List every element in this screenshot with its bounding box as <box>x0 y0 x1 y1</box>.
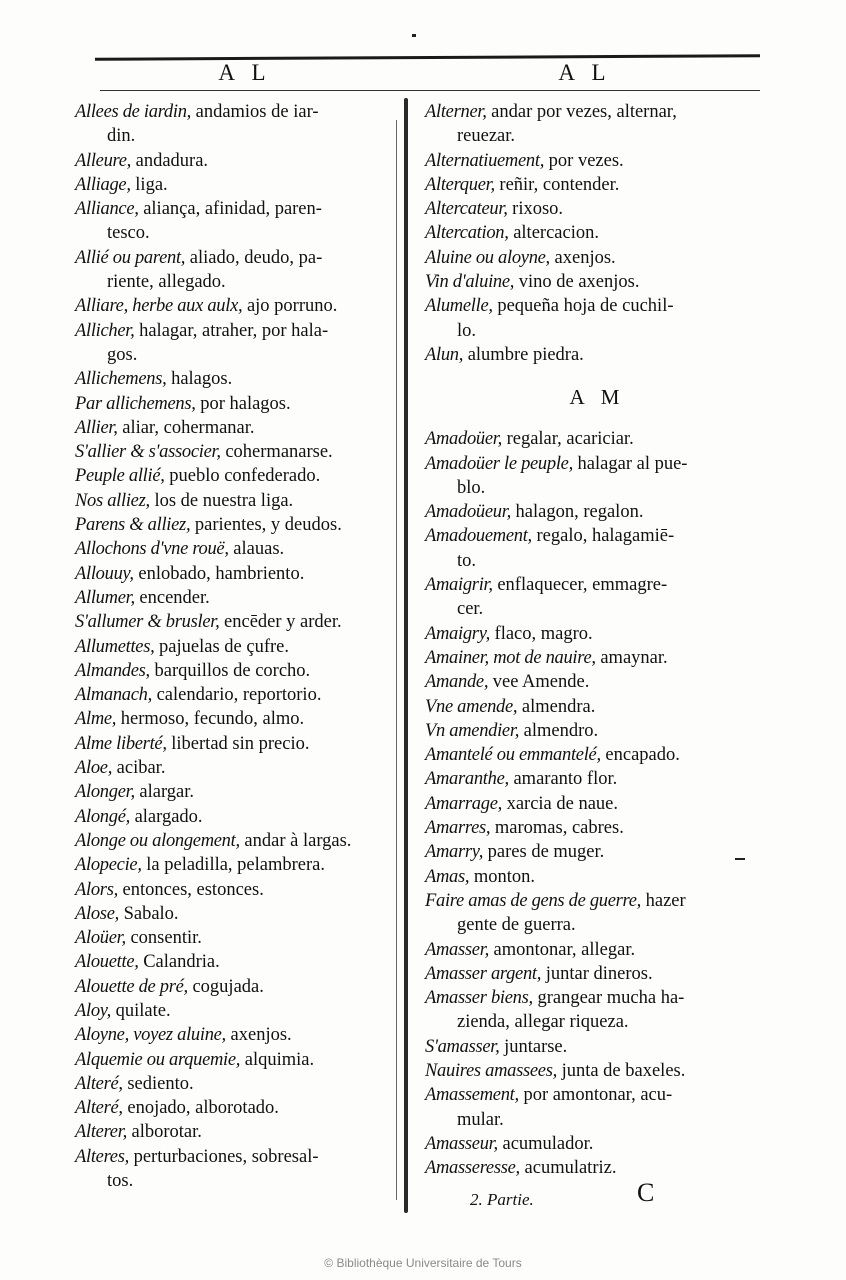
entry-translation: barquillos de corcho. <box>149 660 311 681</box>
entry-translation: libertad sin precio. <box>166 733 310 754</box>
entry-translation: pares de muger. <box>483 842 605 863</box>
entry-translation: los de nuestra liga. <box>149 490 294 511</box>
dictionary-entry-line <box>75 270 393 294</box>
entry-translation: amontonar, allegar. <box>488 939 636 960</box>
entry-headword: Allié ou parent, <box>75 247 186 268</box>
entry-headword: Amasseresse, <box>425 1158 520 1179</box>
entry-translation: monton. <box>469 866 536 887</box>
entry-headword: Alteré, <box>75 1073 123 1094</box>
entry-headword: Vin d'aluine, <box>425 272 515 293</box>
dictionary-entry-line <box>75 950 393 974</box>
dictionary-entry-line <box>75 902 393 926</box>
entry-translation: gente de guerra. <box>457 915 576 936</box>
entry-headword: Amadoüer, <box>425 429 502 450</box>
dictionary-entry-line <box>425 1132 770 1156</box>
entry-translation: regalar, acariciar. <box>501 429 634 450</box>
entry-translation: la peladilla, pelambrera. <box>141 855 326 876</box>
entry-headword: Amaigry, <box>425 623 490 644</box>
entry-headword: Vne amende, <box>425 696 518 717</box>
dictionary-entry-line <box>425 670 770 694</box>
entry-headword: Amantelé ou emmantelé, <box>425 745 601 766</box>
dictionary-entry-line <box>425 767 770 791</box>
entry-translation: alargar. <box>134 782 195 803</box>
dictionary-entry-line <box>75 392 393 416</box>
entry-headword: Allumer, <box>75 587 135 608</box>
entry-translation: calendario, reportorio. <box>151 685 322 706</box>
entry-headword: Almanach, <box>75 685 152 706</box>
entry-translation: enojado, alborotado. <box>122 1098 279 1119</box>
entry-headword: Alleure, <box>75 150 131 171</box>
entry-translation: vino de axenjos. <box>514 272 640 293</box>
entry-headword: Alongé, <box>75 806 130 827</box>
entry-translation: almendro. <box>519 720 599 741</box>
dictionary-entry-line <box>75 489 393 513</box>
right-column <box>425 100 770 1180</box>
dictionary-entry-line <box>425 792 770 816</box>
entry-translation: alumbre piedra. <box>463 344 584 365</box>
dictionary-entry-line <box>75 999 393 1023</box>
entry-headword: Amadoüeur, <box>425 502 511 523</box>
dictionary-entry-line <box>425 1156 770 1180</box>
entry-headword: Aloe, <box>75 758 113 779</box>
left-column <box>75 100 393 1193</box>
entry-headword: Alteré, <box>75 1098 123 1119</box>
entry-translation: flaco, magro. <box>489 623 593 644</box>
dictionary-entry-line <box>75 319 393 343</box>
entry-headword: Alterner, <box>425 102 487 122</box>
dictionary-entry-line <box>425 573 770 597</box>
dictionary-entry-line <box>425 149 770 173</box>
entry-headword: Allees de iardin, <box>75 102 191 122</box>
entry-headword: Allumettes, <box>75 636 155 657</box>
entry-translation: juntarse. <box>499 1036 568 1057</box>
entry-translation: alargado. <box>129 806 203 827</box>
dictionary-entry-line <box>425 319 770 343</box>
head-underline <box>100 90 760 91</box>
entry-headword: S'amasser, <box>425 1036 500 1057</box>
entry-translation: pueblo confederado. <box>164 466 321 487</box>
entry-headword: Alun, <box>425 344 464 365</box>
entry-translation: axenjos. <box>549 247 616 268</box>
entry-translation: alborotar. <box>126 1122 202 1143</box>
dictionary-entry-line <box>425 597 770 621</box>
dictionary-entry-line <box>75 221 393 245</box>
entry-translation: amaranto flor. <box>508 769 618 790</box>
dictionary-entry-line <box>425 1059 770 1083</box>
entry-translation: por amontonar, acu- <box>518 1085 673 1106</box>
entry-translation: andadura. <box>131 150 209 171</box>
entry-headword: Peuple allié, <box>75 466 165 487</box>
entry-headword: Amasser biens, <box>425 988 533 1009</box>
entry-headword: Alterer, <box>75 1122 127 1143</box>
entry-headword: S'allier & s'associer, <box>75 442 221 463</box>
entry-translation: enlobado, hambriento. <box>133 563 305 584</box>
entry-translation: acumulador. <box>497 1133 594 1154</box>
entry-translation: reuezar. <box>457 126 516 147</box>
dictionary-entry-line <box>425 743 770 767</box>
entry-headword: Amande, <box>425 672 489 693</box>
entry-headword: Allier, <box>75 417 118 438</box>
dictionary-entry-line <box>75 805 393 829</box>
entry-headword: Vn amendier, <box>425 720 520 741</box>
dictionary-entry-line <box>425 889 770 913</box>
entry-translation: halagar al pue- <box>572 453 688 474</box>
entry-headword: Amarrage, <box>425 793 502 814</box>
dictionary-entry-line <box>75 1048 393 1072</box>
dictionary-entry-line <box>425 173 770 197</box>
entry-translation: por vezes. <box>544 150 624 171</box>
entry-translation: almendra. <box>517 696 596 717</box>
dictionary-entry-line <box>75 173 393 197</box>
entry-translation: gos. <box>107 344 138 365</box>
copyright-notice: © Bibliothèque Universitaire de Tours <box>324 1256 522 1270</box>
entry-headword: Nos alliez, <box>75 490 150 511</box>
entry-translation: enflaquecer, emmagre- <box>492 575 668 596</box>
dictionary-entry-line <box>75 416 393 440</box>
entry-translation: Sabalo. <box>118 903 179 924</box>
entry-headword: Alliance, <box>75 199 139 220</box>
entry-headword: Alteres, <box>75 1146 129 1167</box>
entry-headword: Nauires amassees, <box>425 1060 557 1081</box>
entry-translation: cer. <box>457 599 484 620</box>
dictionary-entry-line <box>425 100 770 124</box>
entry-headword: Alquemie ou arquemie, <box>75 1049 241 1070</box>
dictionary-entry-line <box>425 986 770 1010</box>
dictionary-entry-line <box>425 1035 770 1059</box>
entry-translation: halagos. <box>166 369 233 390</box>
ink-speck <box>735 858 745 860</box>
dictionary-entry-line <box>75 975 393 999</box>
entry-translation: andar à largas. <box>239 830 352 851</box>
entry-headword: Par allichemens, <box>75 393 196 414</box>
ink-speck <box>412 34 416 37</box>
entry-headword: Amassement, <box>425 1085 519 1106</box>
dictionary-entry-line <box>75 659 393 683</box>
entry-translation: lo. <box>457 320 477 341</box>
dictionary-entry-line <box>75 586 393 610</box>
entry-translation: junta de baxeles. <box>556 1060 686 1081</box>
dictionary-entry-line <box>425 343 770 367</box>
entry-translation: pequeña hoja de cuchil- <box>492 296 674 317</box>
dictionary-entry-line <box>425 962 770 986</box>
dictionary-entry-line <box>75 246 393 270</box>
entry-headword: Parens & alliez, <box>75 515 191 536</box>
entry-headword: Amainer, mot de nauire, <box>425 647 596 668</box>
dictionary-entry-line <box>75 610 393 634</box>
entry-translation: andar por vezes, alternar, <box>486 102 677 122</box>
entry-translation: mular. <box>457 1109 504 1130</box>
dictionary-entry-line <box>75 197 393 221</box>
dictionary-entry-line <box>425 246 770 270</box>
dictionary-entry-line <box>425 294 770 318</box>
entry-translation: pajuelas de çufre. <box>154 636 289 657</box>
entry-translation: cohermanarse. <box>220 442 333 463</box>
entry-headword: Amasser argent, <box>425 963 542 984</box>
entry-translation: liga. <box>130 174 168 195</box>
dictionary-entry-line <box>75 732 393 756</box>
dictionary-entry-line <box>425 270 770 294</box>
dictionary-entry-line <box>75 294 393 318</box>
dictionary-entry-line <box>425 622 770 646</box>
signature-mark: 2. Partie. <box>470 1190 534 1209</box>
dictionary-entry-line <box>75 1169 393 1193</box>
entry-headword: Amaigrir, <box>425 575 493 596</box>
entry-translation: quilate. <box>111 1000 171 1021</box>
entry-headword: Allicher, <box>75 320 135 341</box>
entry-translation: consentir. <box>125 928 202 949</box>
dictionary-entry-line <box>425 1108 770 1132</box>
entry-translation: regalo, halagamiē- <box>531 526 675 547</box>
dictionary-entry-line <box>425 197 770 221</box>
dictionary-entry-line <box>425 476 770 500</box>
running-head-right: A L <box>558 60 612 85</box>
entry-headword: Altercateur, <box>425 199 508 220</box>
entry-translation: zienda, allegar riqueza. <box>457 1012 629 1033</box>
column-divider-thin <box>396 120 397 1200</box>
entry-translation: encender. <box>134 587 210 608</box>
entry-translation: grangear mucha ha- <box>532 988 685 1009</box>
entry-translation: hermoso, fecundo, almo. <box>116 709 305 730</box>
dictionary-entry-line <box>75 124 393 148</box>
dictionary-entry-line <box>75 829 393 853</box>
entry-headword: Alors, <box>75 879 118 900</box>
entry-headword: Amasseur, <box>425 1133 498 1154</box>
entry-headword: Alliare, herbe aux aulx, <box>75 296 243 317</box>
dictionary-entry-line <box>75 1023 393 1047</box>
entry-headword: Aloüer, <box>75 928 126 949</box>
entry-headword: Alopecie, <box>75 855 142 876</box>
entry-translation: altercacion. <box>508 223 599 244</box>
entry-translation: alauas. <box>228 539 285 560</box>
dictionary-entry-line <box>75 756 393 780</box>
entry-translation: alquimia. <box>240 1049 315 1070</box>
entry-translation: cogujada. <box>187 976 264 997</box>
dictionary-entry-line <box>425 816 770 840</box>
dictionary-entry-line <box>425 913 770 937</box>
dictionary-entry-line <box>425 719 770 743</box>
dictionary-entry-line <box>425 840 770 864</box>
dictionary-entry-line <box>425 124 770 148</box>
entry-headword: Faire amas de gens de guerre, <box>425 890 641 911</box>
entry-translation: entonces, estonces. <box>117 879 264 900</box>
entry-headword: Alouette, <box>75 952 139 973</box>
entry-headword: Amasser, <box>425 939 489 960</box>
entry-headword: Aluine ou aloyne, <box>425 247 550 268</box>
entry-headword: Aloy, <box>75 1000 112 1021</box>
dictionary-entry-line <box>75 1120 393 1144</box>
dictionary-entry-line <box>75 853 393 877</box>
dictionary-entry-line <box>75 780 393 804</box>
entry-headword: Allouuy, <box>75 563 134 584</box>
dictionary-entry-line <box>75 149 393 173</box>
entry-headword: Alliage, <box>75 174 131 195</box>
dictionary-entry-line <box>75 1096 393 1120</box>
dictionary-entry-line <box>425 938 770 962</box>
entry-translation: sediento. <box>122 1073 194 1094</box>
entry-headword: Alonger, <box>75 782 135 803</box>
entry-translation: hazer <box>641 890 686 911</box>
dictionary-entry-line <box>75 513 393 537</box>
gathering-letter: C <box>637 1178 655 1207</box>
entry-headword: Allochons d'vne rouë, <box>75 539 229 560</box>
entry-translation: aliado, deudo, pa- <box>185 247 323 268</box>
dictionary-entry-line <box>425 549 770 573</box>
dictionary-entry-line <box>425 646 770 670</box>
dictionary-entry-line <box>75 926 393 950</box>
right-column-al-entries <box>425 100 770 367</box>
column-divider <box>404 98 408 1213</box>
dictionary-entry-line <box>75 562 393 586</box>
entry-translation: perturbaciones, sobresal- <box>128 1146 319 1167</box>
dictionary-entry-line <box>75 1072 393 1096</box>
entry-translation: aliar, cohermanar. <box>117 417 255 438</box>
entry-translation: vee Amende. <box>488 672 590 693</box>
dictionary-entry-line <box>75 343 393 367</box>
entry-translation: ajo porruno. <box>242 296 338 317</box>
entry-headword: Amadoüer le peuple, <box>425 453 573 474</box>
entry-headword: Alterquer, <box>425 174 495 195</box>
entry-headword: Alme liberté, <box>75 733 167 754</box>
dictionary-entry-line <box>75 464 393 488</box>
entry-translation: xarcia de naue. <box>501 793 619 814</box>
entry-headword: Alonge ou alongement, <box>75 830 240 851</box>
dictionary-entry-line <box>75 707 393 731</box>
entry-translation: maromas, cabres. <box>490 818 624 839</box>
entry-translation: encapado. <box>600 745 680 766</box>
entry-translation: tesco. <box>107 223 150 244</box>
entry-headword: Amarres, <box>425 818 491 839</box>
entry-translation: andamios de iar- <box>190 102 319 122</box>
right-column-am-entries <box>425 427 770 1180</box>
entry-translation: acumulatriz. <box>519 1158 617 1179</box>
entry-headword: Alternatiuement, <box>425 150 545 171</box>
entry-headword: Amadouement, <box>425 526 532 547</box>
entry-translation: blo. <box>457 477 486 498</box>
entry-headword: Alme, <box>75 709 117 730</box>
entry-translation: tos. <box>107 1171 134 1192</box>
entry-headword: Amaranthe, <box>425 769 509 790</box>
dictionary-entry-line <box>425 1010 770 1034</box>
entry-translation: halagon, regalon. <box>510 502 644 523</box>
entry-headword: Allichemens, <box>75 369 167 390</box>
entry-headword: Altercation, <box>425 223 509 244</box>
section-heading-am: A M <box>569 385 626 410</box>
entry-translation: encēder y arder. <box>219 612 342 633</box>
dictionary-entry-line <box>425 427 770 451</box>
entry-headword: Alouette de pré, <box>75 976 188 997</box>
entry-headword: S'allumer & brusler, <box>75 612 220 633</box>
entry-headword: Amas, <box>425 866 470 887</box>
entry-headword: Alose, <box>75 903 119 924</box>
dictionary-entry-line <box>75 878 393 902</box>
entry-translation: amaynar. <box>595 647 668 668</box>
entry-translation: din. <box>107 126 136 147</box>
dictionary-entry-line <box>75 367 393 391</box>
entry-translation: to. <box>457 550 477 571</box>
dictionary-entry-line <box>425 452 770 476</box>
entry-translation: parientes, y deudos. <box>190 515 342 536</box>
entry-translation: Calandria. <box>138 952 220 973</box>
dictionary-entry-line <box>425 865 770 889</box>
entry-translation: reñir, contender. <box>494 174 620 195</box>
dictionary-entry-line <box>425 524 770 548</box>
entry-translation: acibar. <box>112 758 166 779</box>
entry-translation: por halagos. <box>195 393 291 414</box>
entry-headword: Amarry, <box>425 842 484 863</box>
entry-translation: rixoso. <box>507 199 564 220</box>
entry-headword: Alumelle, <box>425 296 493 317</box>
dictionary-entry-line <box>75 440 393 464</box>
dictionary-entry-line <box>75 1145 393 1169</box>
dictionary-entry-line <box>75 635 393 659</box>
entry-headword: Aloyne, voyez aluine, <box>75 1025 226 1046</box>
entry-translation: halagar, atraher, por hala- <box>134 320 329 341</box>
dictionary-entry-line <box>425 500 770 524</box>
running-head-left: A L <box>218 60 272 85</box>
dictionary-entry-line <box>75 683 393 707</box>
dictionary-entry-line <box>425 695 770 719</box>
entry-translation: axenjos. <box>225 1025 292 1046</box>
entry-translation: riente, allegado. <box>107 272 226 293</box>
dictionary-entry-line <box>425 221 770 245</box>
dictionary-entry-line <box>425 1083 770 1107</box>
entry-translation: juntar dineros. <box>541 963 653 984</box>
dictionary-entry-line <box>75 100 393 124</box>
entry-translation: aliança, afinidad, paren- <box>138 199 322 220</box>
dictionary-entry-line <box>75 537 393 561</box>
entry-headword: Almandes, <box>75 660 150 681</box>
